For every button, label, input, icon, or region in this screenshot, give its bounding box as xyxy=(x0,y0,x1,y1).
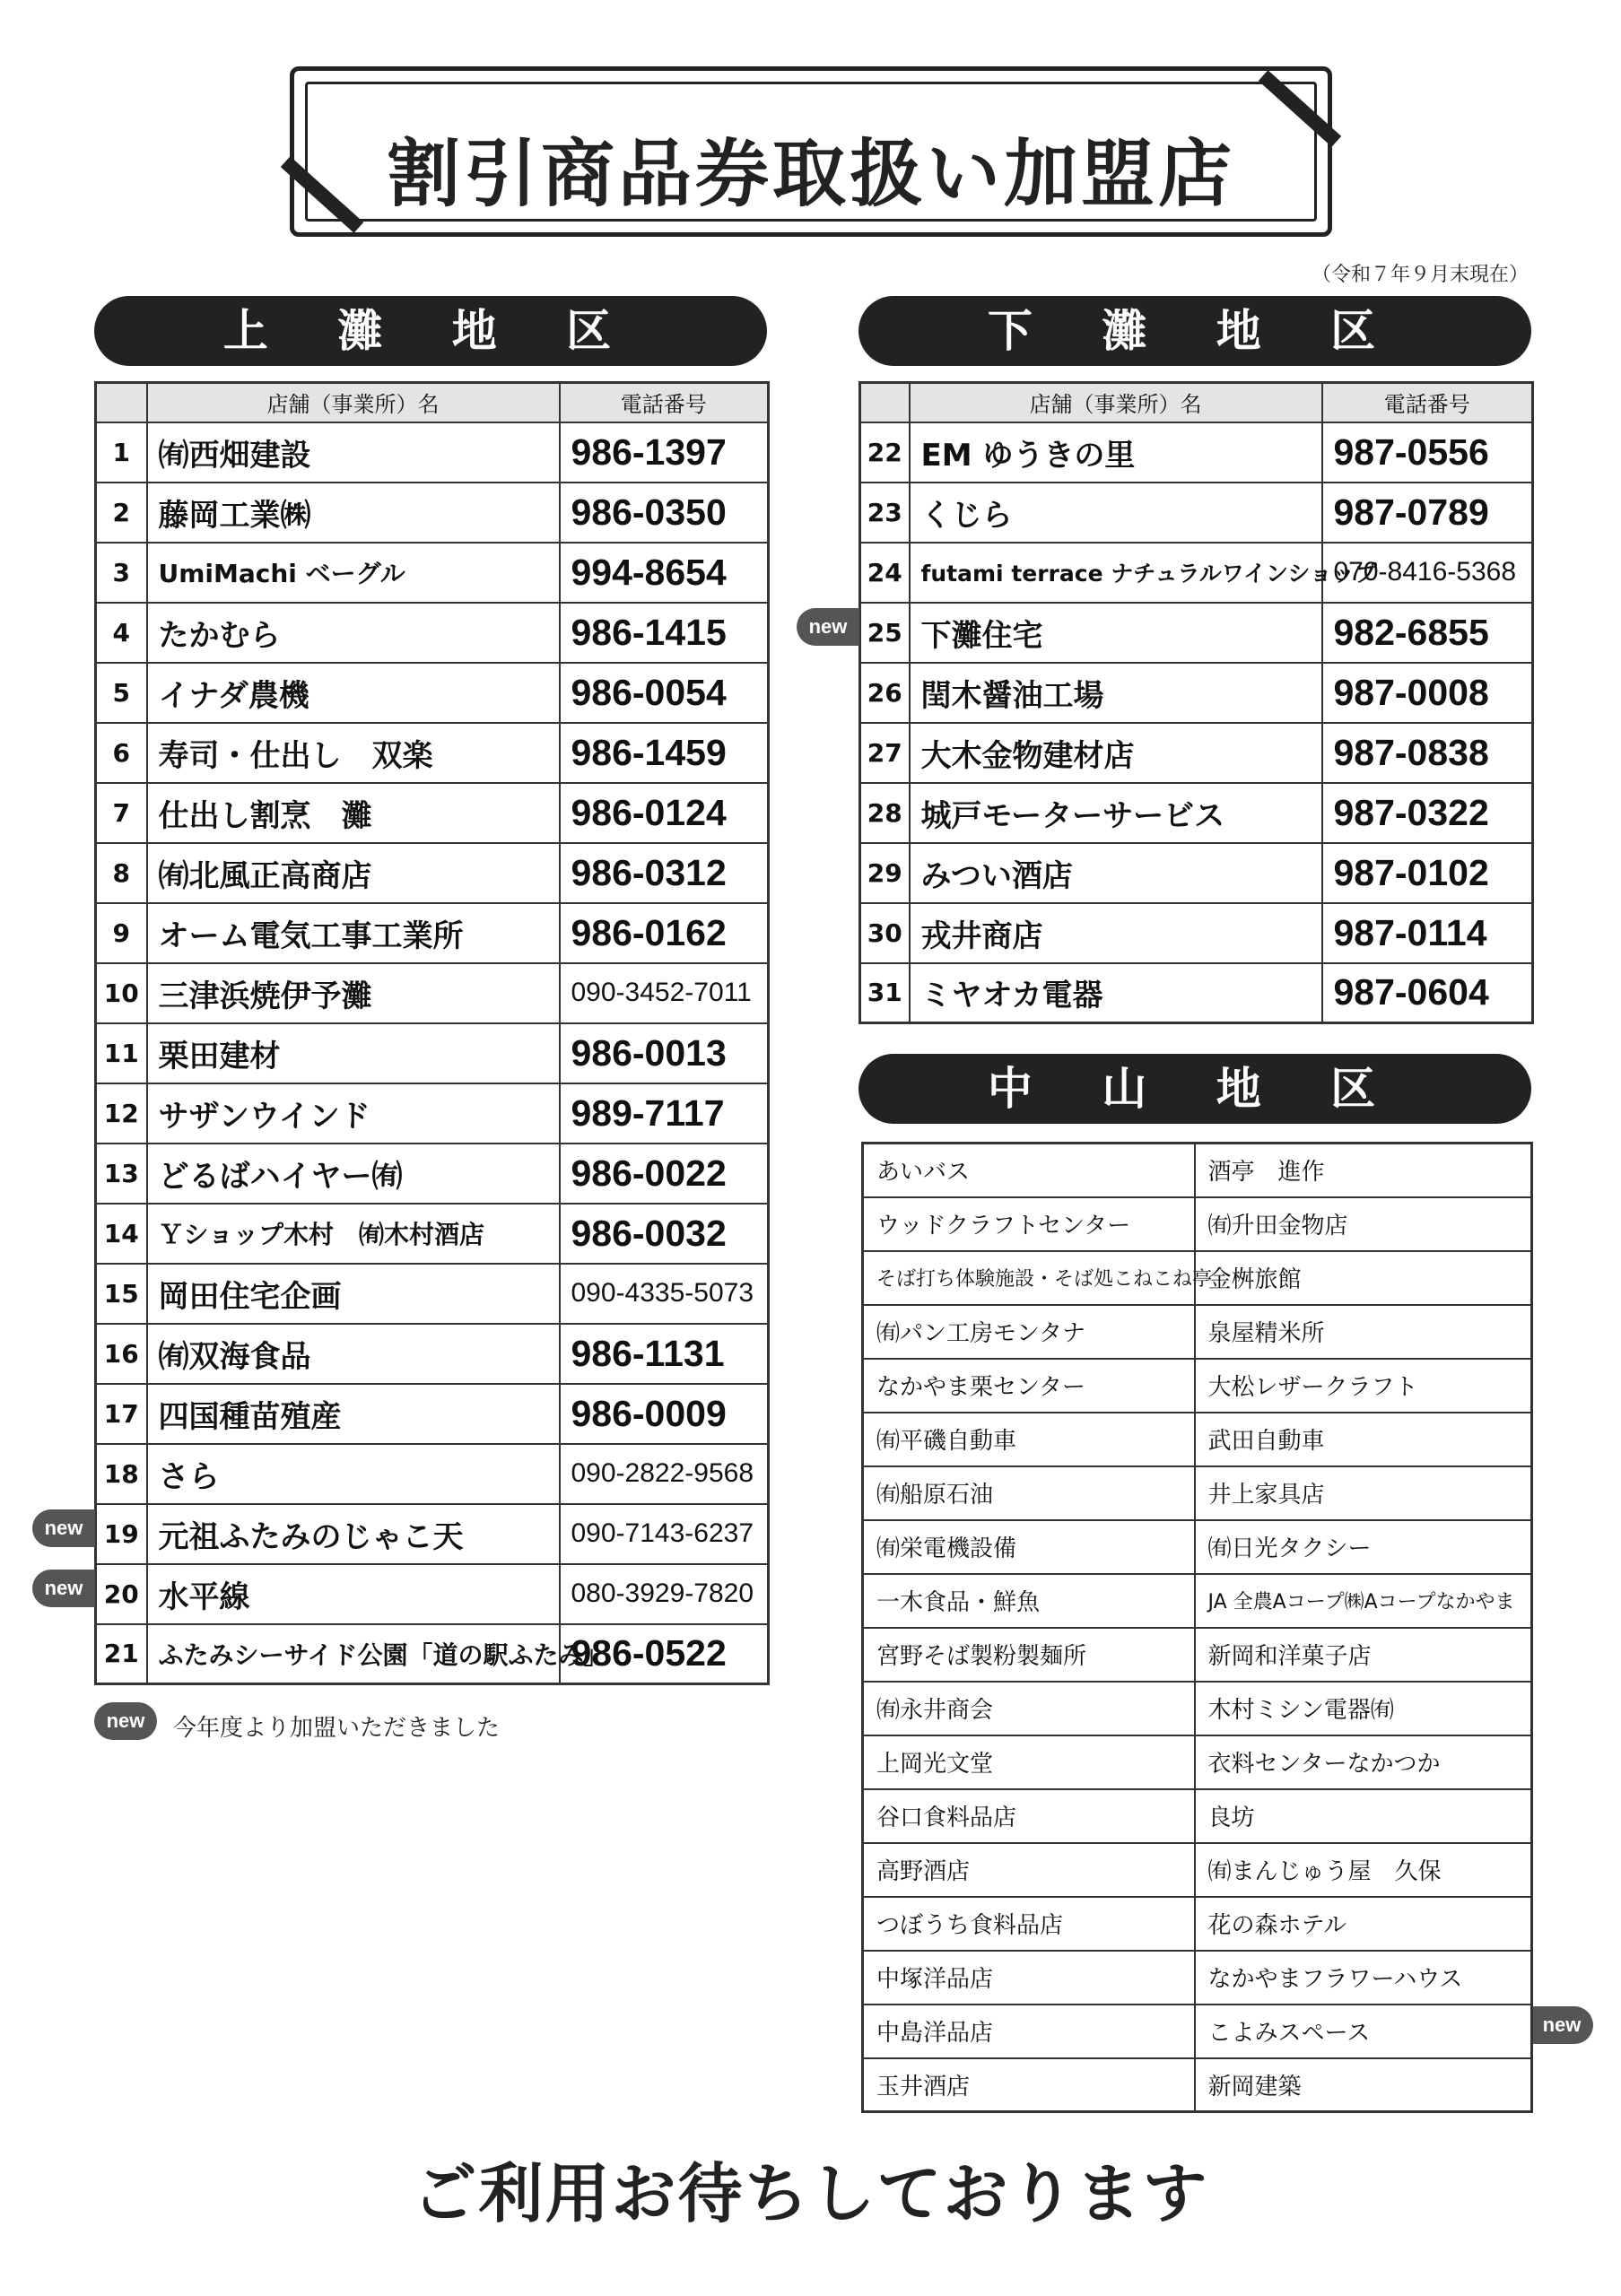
table-row xyxy=(863,1251,1532,1305)
shop-name: 宮野そば製粉製麺所 xyxy=(863,1628,1195,1682)
table-row xyxy=(860,663,1533,723)
closing-message: ご利用お待ちしております xyxy=(412,2156,1209,2231)
row-number: 11 xyxy=(96,1023,147,1083)
shop-name: 井上家具店 xyxy=(1195,1466,1532,1520)
table-row xyxy=(96,1444,769,1504)
shop-name: 栗田建材 xyxy=(147,1023,560,1083)
shop-name: Ｙショップ木村 ㈲木村酒店 xyxy=(147,1204,560,1264)
shop-name: サザンウインド xyxy=(147,1083,560,1144)
shop-name: なかやま栗センター xyxy=(863,1359,1195,1413)
phone-number: 986-0350 xyxy=(560,483,769,543)
table-row xyxy=(96,1324,769,1384)
phone-number: 986-0522 xyxy=(560,1624,769,1684)
shop-name: futami terrace ナチュラルワインショップ xyxy=(910,543,1322,603)
header-number xyxy=(96,383,147,422)
shop-name: どるばハイヤー㈲ xyxy=(147,1144,560,1204)
shop-name: 寿司・仕出し 双楽 xyxy=(147,723,560,783)
table-row xyxy=(96,723,769,783)
phone-number: 070-8416-5368 xyxy=(1322,543,1533,603)
phone-number: 987-0322 xyxy=(1322,783,1533,843)
row-number: 9 xyxy=(96,903,147,963)
shop-name: 良坊 xyxy=(1195,1789,1532,1843)
row-number: 14 xyxy=(96,1204,147,1264)
phone-number: 986-0013 xyxy=(560,1023,769,1083)
shop-name: EM ゆうきの里 xyxy=(910,422,1322,483)
row-number: 15 xyxy=(96,1264,147,1324)
table-row xyxy=(863,1789,1532,1843)
table-row xyxy=(863,2005,1532,2058)
table-row xyxy=(863,1466,1532,1520)
shop-name: みつい酒店 xyxy=(910,843,1322,903)
table-row xyxy=(96,903,769,963)
row-number: 16 xyxy=(96,1324,147,1384)
row-number: 30 xyxy=(860,903,910,963)
table-row xyxy=(863,1682,1532,1735)
table-row xyxy=(863,1197,1532,1251)
shop-name: 戎井商店 xyxy=(910,903,1322,963)
shop-name: 上岡光文堂 xyxy=(863,1735,1195,1789)
shop-name: つぼうち食料品店 xyxy=(863,1897,1195,1951)
shop-name: ミヤオカ電器 xyxy=(910,963,1322,1023)
shop-name: 仕出し割烹 灘 xyxy=(147,783,560,843)
row-number: 22 xyxy=(860,422,910,483)
district-heading-kaminada: 上 灘 地 区 xyxy=(94,296,767,366)
row-number: 8 xyxy=(96,843,147,903)
row-number: 12 xyxy=(96,1083,147,1144)
shop-name: ㈲船原石油 xyxy=(863,1466,1195,1520)
shop-name: 花の森ホテル xyxy=(1195,1897,1532,1951)
legend-text: 今年度より加盟いただきました xyxy=(173,1715,501,1742)
nakayama-table xyxy=(861,1142,1533,2113)
district-heading-shimonada: 下 灘 地 区 xyxy=(858,296,1531,366)
table-row xyxy=(96,1023,769,1083)
shop-name: 城戸モーターサービス xyxy=(910,783,1322,843)
phone-number: 989-7117 xyxy=(560,1083,769,1144)
row-number: 3 xyxy=(96,543,147,603)
shop-name: 中塚洋品店 xyxy=(863,1951,1195,2005)
shop-name: 三津浜焼伊予灘 xyxy=(147,963,560,1023)
shop-name: ㈲日光タクシー xyxy=(1195,1520,1532,1574)
phone-number: 986-0032 xyxy=(560,1204,769,1264)
shop-name: ㈲北風正高商店 xyxy=(147,843,560,903)
row-number: 4 xyxy=(96,603,147,663)
phone-number: 090-3452-7011 xyxy=(560,963,769,1023)
row-number: 17 xyxy=(96,1384,147,1444)
table-row xyxy=(863,1413,1532,1466)
row-number: 28 xyxy=(860,783,910,843)
shop-name: 下灘住宅 xyxy=(910,603,1322,663)
row-number: 10 xyxy=(96,963,147,1023)
phone-number: 986-0009 xyxy=(560,1384,769,1444)
shop-name: あいバス xyxy=(863,1144,1195,1197)
shimonada-table xyxy=(858,381,1534,1024)
table-row xyxy=(863,2058,1532,2112)
table-row xyxy=(96,663,769,723)
table-row xyxy=(96,963,769,1023)
phone-number: 986-1415 xyxy=(560,603,769,663)
table-row xyxy=(863,1843,1532,1897)
header-shop: 店舗（事業所）名 xyxy=(147,383,560,422)
row-number: 20 xyxy=(96,1564,147,1624)
new-badge: new xyxy=(797,608,859,646)
shop-name: 玉井酒店 xyxy=(863,2058,1195,2112)
phone-number: 982-6855 xyxy=(1322,603,1533,663)
table-row xyxy=(860,963,1533,1023)
table-row xyxy=(96,843,769,903)
new-badge: new xyxy=(32,1509,95,1547)
row-number: 18 xyxy=(96,1444,147,1504)
phone-number: 994-8654 xyxy=(560,543,769,603)
row-number: 19 xyxy=(96,1504,147,1564)
phone-number: 987-0604 xyxy=(1322,963,1533,1023)
shop-name: JA 全農Aコープ㈱Aコープなかやま xyxy=(1195,1574,1532,1628)
shop-name: 閏木醤油工場 xyxy=(910,663,1322,723)
phone-number: 090-4335-5073 xyxy=(560,1264,769,1324)
phone-number: 987-0114 xyxy=(1322,903,1533,963)
table-row xyxy=(96,1204,769,1264)
row-number: 21 xyxy=(96,1624,147,1684)
table-row xyxy=(96,483,769,543)
shop-name: ウッドクラフトセンター xyxy=(863,1197,1195,1251)
table-header-row xyxy=(96,383,769,422)
shop-name: こよみスペース xyxy=(1195,2005,1532,2058)
shop-name: 岡田住宅企画 xyxy=(147,1264,560,1324)
phone-number: 986-0124 xyxy=(560,783,769,843)
table-row xyxy=(860,543,1533,603)
shop-name: そば打ち体験施設・そば処こねこね亭 xyxy=(863,1251,1195,1305)
row-number: 23 xyxy=(860,483,910,543)
row-number: 26 xyxy=(860,663,910,723)
shop-name: 大松レザークラフト xyxy=(1195,1359,1532,1413)
shop-name: 谷口食料品店 xyxy=(863,1789,1195,1843)
table-row xyxy=(860,783,1533,843)
phone-number: 986-1459 xyxy=(560,723,769,783)
shop-name: 木村ミシン電器㈲ xyxy=(1195,1682,1532,1735)
phone-number: 987-0789 xyxy=(1322,483,1533,543)
phone-number: 986-0162 xyxy=(560,903,769,963)
row-number: 31 xyxy=(860,963,910,1023)
shop-name: 水平線 xyxy=(147,1564,560,1624)
table-row xyxy=(96,1564,769,1624)
shop-name: 元祖ふたみのじゃこ天 xyxy=(147,1504,560,1564)
phone-number: 090-7143-6237 xyxy=(560,1504,769,1564)
phone-number: 987-0008 xyxy=(1322,663,1533,723)
table-header-row xyxy=(860,383,1533,422)
table-row xyxy=(863,1628,1532,1682)
shop-name: たかむら xyxy=(147,603,560,663)
phone-number: 987-0838 xyxy=(1322,723,1533,783)
shop-name: ㈲双海食品 xyxy=(147,1324,560,1384)
phone-number: 986-0022 xyxy=(560,1144,769,1204)
table-row xyxy=(96,422,769,483)
row-number: 13 xyxy=(96,1144,147,1204)
table-row xyxy=(96,1083,769,1144)
shop-name: さら xyxy=(147,1444,560,1504)
table-row xyxy=(96,1144,769,1204)
table-row xyxy=(860,903,1533,963)
row-number: 2 xyxy=(96,483,147,543)
row-number: 6 xyxy=(96,723,147,783)
shop-name: ㈲まんじゅう屋 久保 xyxy=(1195,1843,1532,1897)
table-row xyxy=(863,1305,1532,1359)
kaminada-table xyxy=(94,381,770,1685)
shop-name: ㈲西畑建設 xyxy=(147,422,560,483)
table-row xyxy=(96,783,769,843)
table-row xyxy=(96,1264,769,1324)
table-row xyxy=(863,1897,1532,1951)
row-number: 5 xyxy=(96,663,147,723)
header-number xyxy=(860,383,910,422)
shop-name: イナダ農機 xyxy=(147,663,560,723)
phone-number: 986-1131 xyxy=(560,1324,769,1384)
shop-name: 藤岡工業㈱ xyxy=(147,483,560,543)
page-title: 割引商品券取扱い加盟店 xyxy=(386,132,1235,217)
header-phone: 電話番号 xyxy=(560,383,769,422)
row-number: 25 xyxy=(860,603,910,663)
phone-number: 986-0312 xyxy=(560,843,769,903)
table-row xyxy=(863,1735,1532,1789)
table-row xyxy=(96,603,769,663)
row-number: 24 xyxy=(860,543,910,603)
shop-name: 金桝旅館 xyxy=(1195,1251,1532,1305)
shop-name: なかやまフラワーハウス xyxy=(1195,1951,1532,2005)
shop-name: 衣料センターなかつか xyxy=(1195,1735,1532,1789)
row-number: 27 xyxy=(860,723,910,783)
table-row xyxy=(863,1520,1532,1574)
shop-name: UmiMachi ベーグル xyxy=(147,543,560,603)
shop-name: ㈲升田金物店 xyxy=(1195,1197,1532,1251)
phone-number: 986-1397 xyxy=(560,422,769,483)
shop-name: 中島洋品店 xyxy=(863,2005,1195,2058)
row-number: 29 xyxy=(860,843,910,903)
table-row xyxy=(96,1624,769,1684)
phone-number: 090-2822-9568 xyxy=(560,1444,769,1504)
title-frame xyxy=(290,66,1332,237)
row-number: 1 xyxy=(96,422,147,483)
shop-name: ふたみシーサイド公園「道の駅ふたみ」 xyxy=(147,1624,560,1684)
shop-name: オーム電気工事工業所 xyxy=(147,903,560,963)
row-number: 7 xyxy=(96,783,147,843)
phone-number: 987-0556 xyxy=(1322,422,1533,483)
table-row xyxy=(860,603,1533,663)
table-row xyxy=(860,483,1533,543)
shop-name: ㈲平磯自動車 xyxy=(863,1413,1195,1466)
shop-name: ㈲パン工房モンタナ xyxy=(863,1305,1195,1359)
table-row xyxy=(860,723,1533,783)
legend-new-badge: new xyxy=(94,1702,157,1740)
shop-name: 大木金物建材店 xyxy=(910,723,1322,783)
table-row xyxy=(863,1359,1532,1413)
shop-name: 一木食品・鮮魚 xyxy=(863,1574,1195,1628)
phone-number: 986-0054 xyxy=(560,663,769,723)
shop-name: 新岡和洋菓子店 xyxy=(1195,1628,1532,1682)
shop-name: 高野酒店 xyxy=(863,1843,1195,1897)
shop-name: ㈲栄電機設備 xyxy=(863,1520,1195,1574)
shop-name: 新岡建築 xyxy=(1195,2058,1532,2112)
table-row xyxy=(863,1144,1532,1197)
new-badge: new xyxy=(32,1570,95,1607)
as-of-date: （令和７年９月末現在） xyxy=(1311,264,1529,286)
table-row xyxy=(96,543,769,603)
table-row xyxy=(860,843,1533,903)
new-badge: new xyxy=(1530,2006,1593,2044)
table-row xyxy=(860,422,1533,483)
shop-name: くじら xyxy=(910,483,1322,543)
phone-number: 987-0102 xyxy=(1322,843,1533,903)
shop-name: 泉屋精米所 xyxy=(1195,1305,1532,1359)
header-shop: 店舗（事業所）名 xyxy=(910,383,1322,422)
district-heading-nakayama: 中 山 地 区 xyxy=(858,1054,1531,1124)
shop-name: 酒亭 進作 xyxy=(1195,1144,1532,1197)
shop-name: ㈲永井商会 xyxy=(863,1682,1195,1735)
table-row xyxy=(96,1504,769,1564)
header-phone: 電話番号 xyxy=(1322,383,1533,422)
table-row xyxy=(863,1951,1532,2005)
table-row xyxy=(863,1574,1532,1628)
shop-name: 武田自動車 xyxy=(1195,1413,1532,1466)
phone-number: 080-3929-7820 xyxy=(560,1564,769,1624)
shop-name: 四国種苗殖産 xyxy=(147,1384,560,1444)
table-row xyxy=(96,1384,769,1444)
